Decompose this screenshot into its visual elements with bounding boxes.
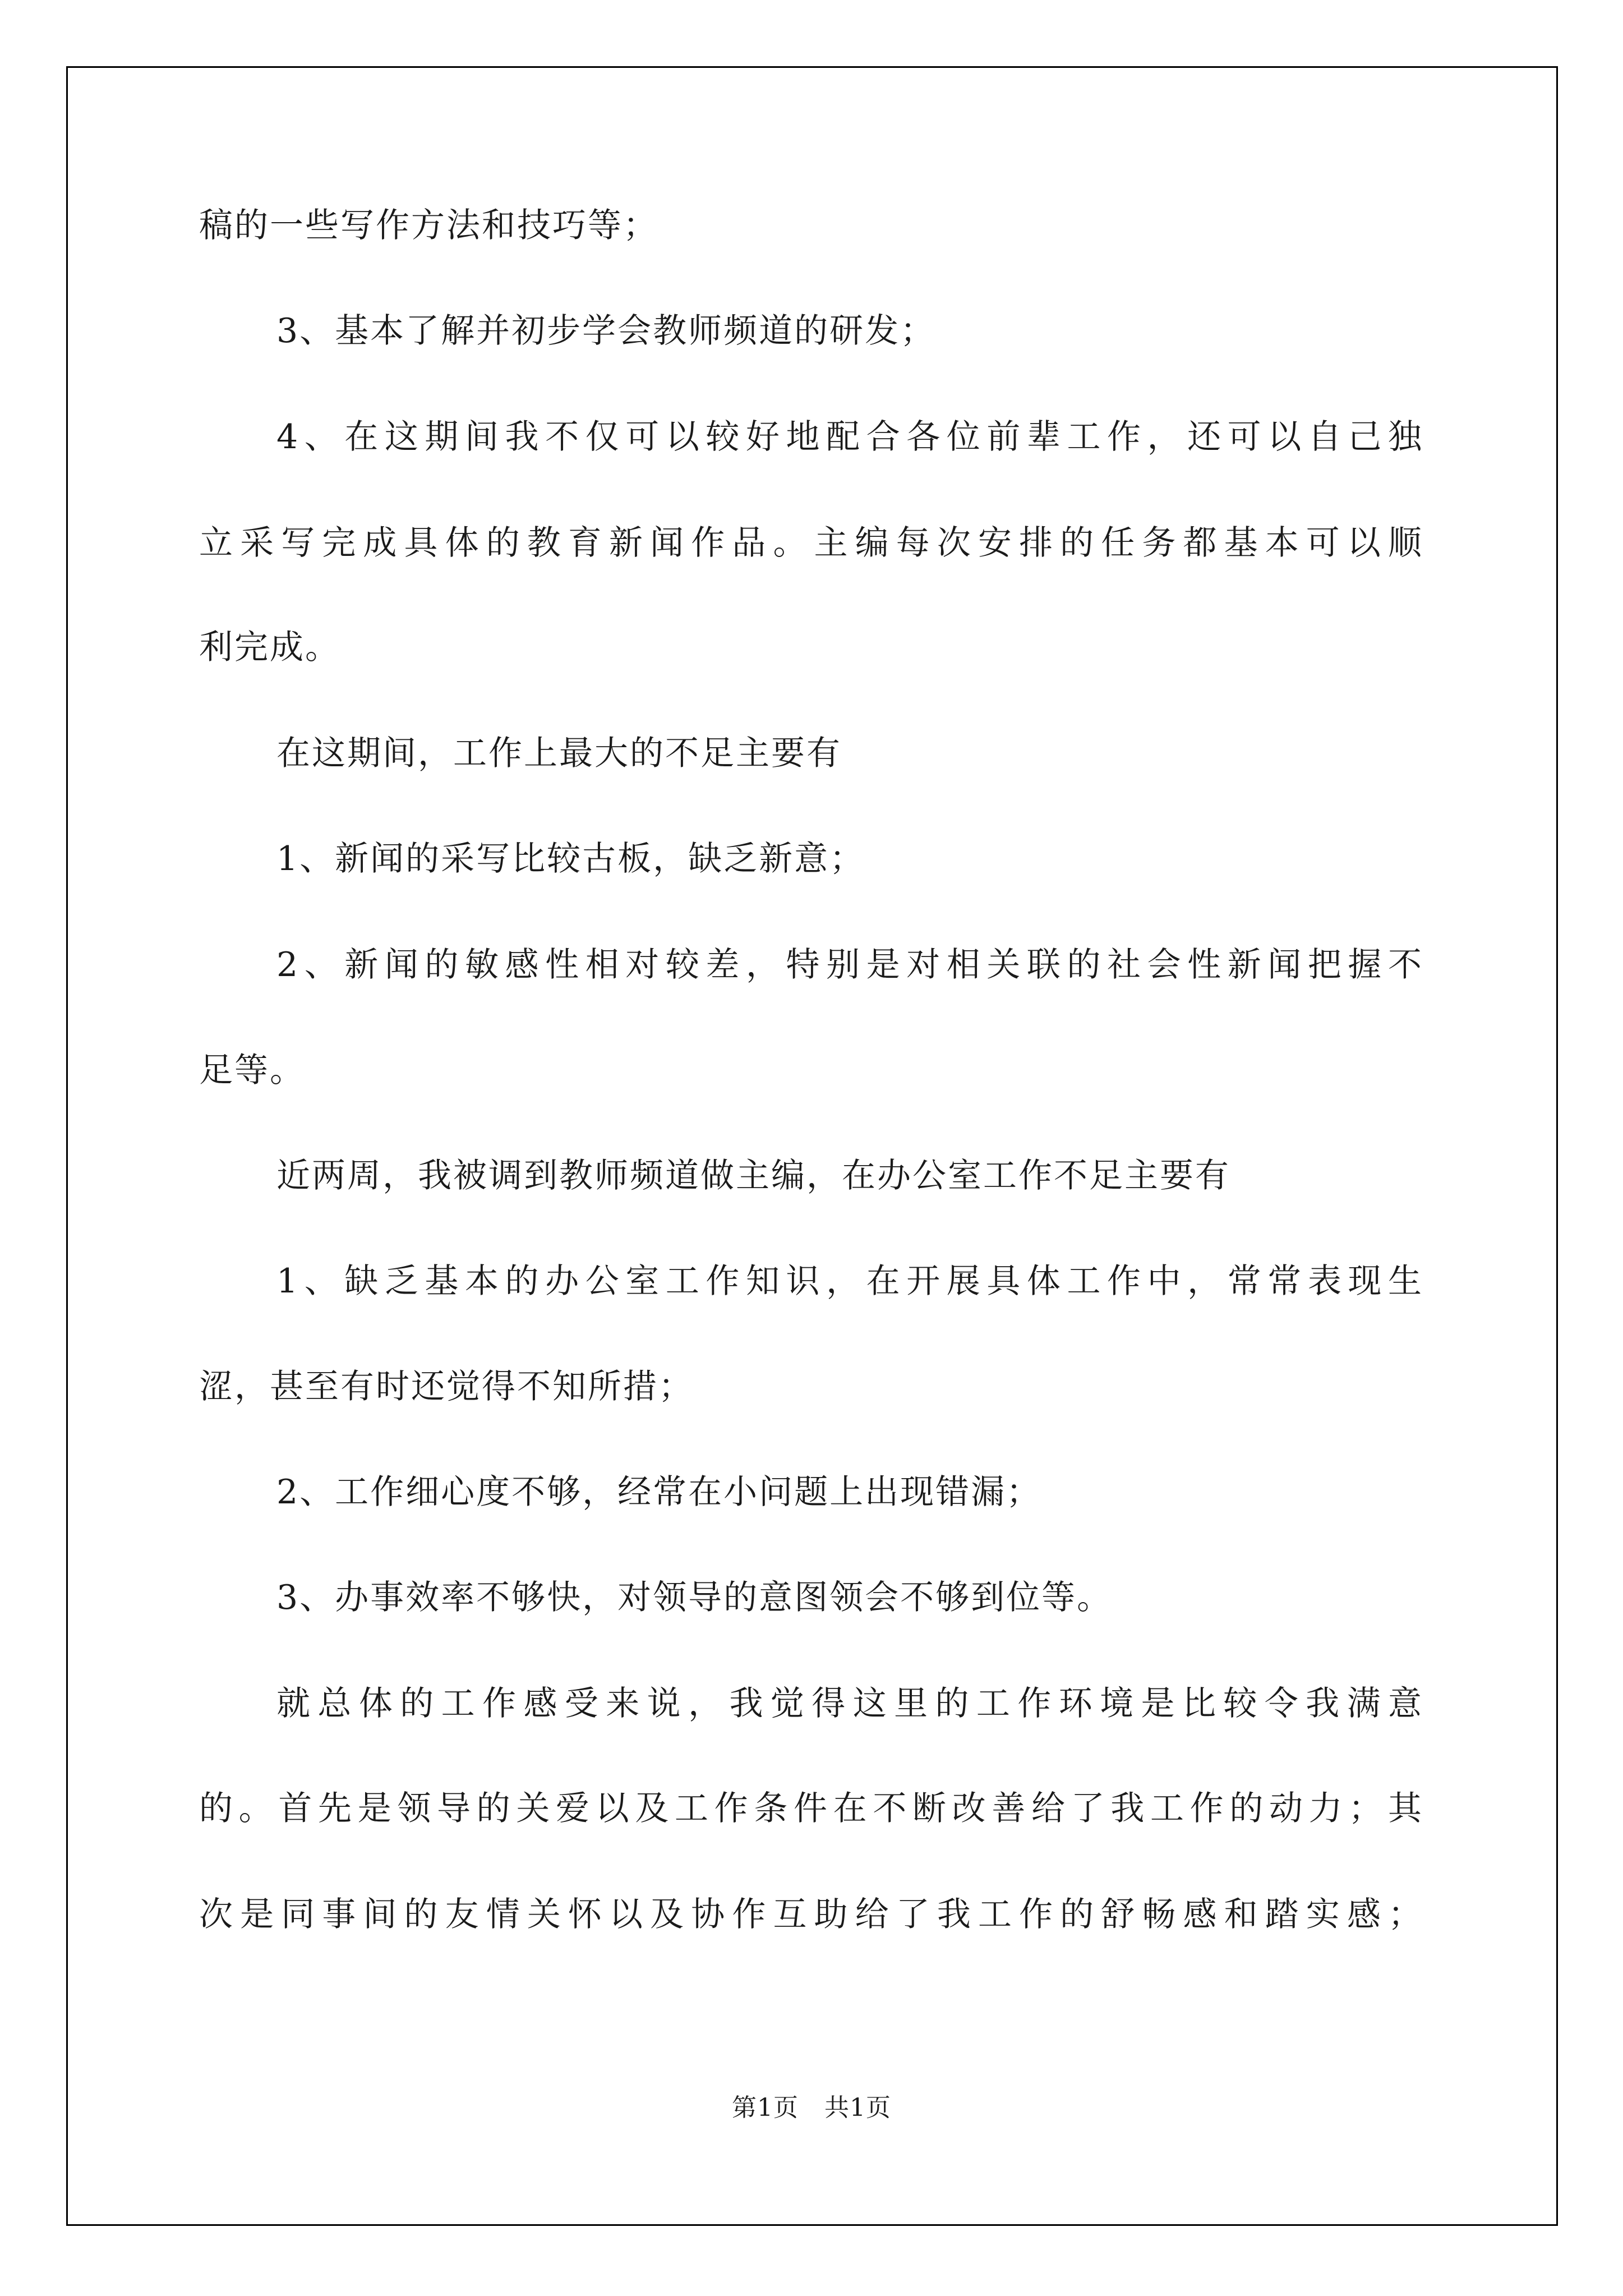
text-line: 1、新闻的采写比较古板，缺乏新意； <box>276 839 865 878</box>
text-line: 的。首先是领导的关爱以及工作条件在不断改善给了我工作的动力；其 <box>199 1789 1422 1828</box>
text-line: 足等。 <box>199 1051 305 1090</box>
page-footer <box>0 2091 1623 2125</box>
text-line: 就总体的工作感受来说，我觉得这里的工作环境是比较令我满意 <box>276 1684 1422 1723</box>
text-line: 4、在这期间我不仅可以较好地配合各位前辈工作，还可以自己独 <box>276 417 1422 457</box>
text-line: 利完成。 <box>199 628 340 667</box>
page-number-total: 共1页 <box>824 2093 891 2122</box>
page-number-current: 第1页 <box>732 2093 799 2122</box>
text-line: 近两周，我被调到教师频道做主编，在办公室工作不足主要有 <box>276 1156 1230 1195</box>
text-line: 稿的一些写作方法和技巧等； <box>199 206 658 245</box>
text-line: 2、新闻的敏感性相对较差，特别是对相关联的社会性新闻把握不 <box>276 945 1422 984</box>
text-line: 1、缺乏基本的办公室工作知识，在开展具体工作中，常常表现生 <box>276 1262 1422 1301</box>
text-line: 次是同事间的友情关怀以及协作互助给了我工作的舒畅感和踏实感； <box>199 1895 1422 1934</box>
text-line: 3、办事效率不够快，对领导的意图领会不够到位等。 <box>276 1578 1113 1617</box>
text-line: 涩，甚至有时还觉得不知所措； <box>199 1367 694 1406</box>
text-line: 3、基本了解并初步学会教师频道的研发； <box>276 311 936 351</box>
text-line: 立采写完成具体的教育新闻作品。主编每次安排的任务都基本可以顺 <box>199 523 1422 563</box>
text-line: 在这期间，工作上最大的不足主要有 <box>276 734 842 773</box>
text-line: 2、工作细心度不够，经常在小问题上出现错漏； <box>276 1473 1042 1512</box>
